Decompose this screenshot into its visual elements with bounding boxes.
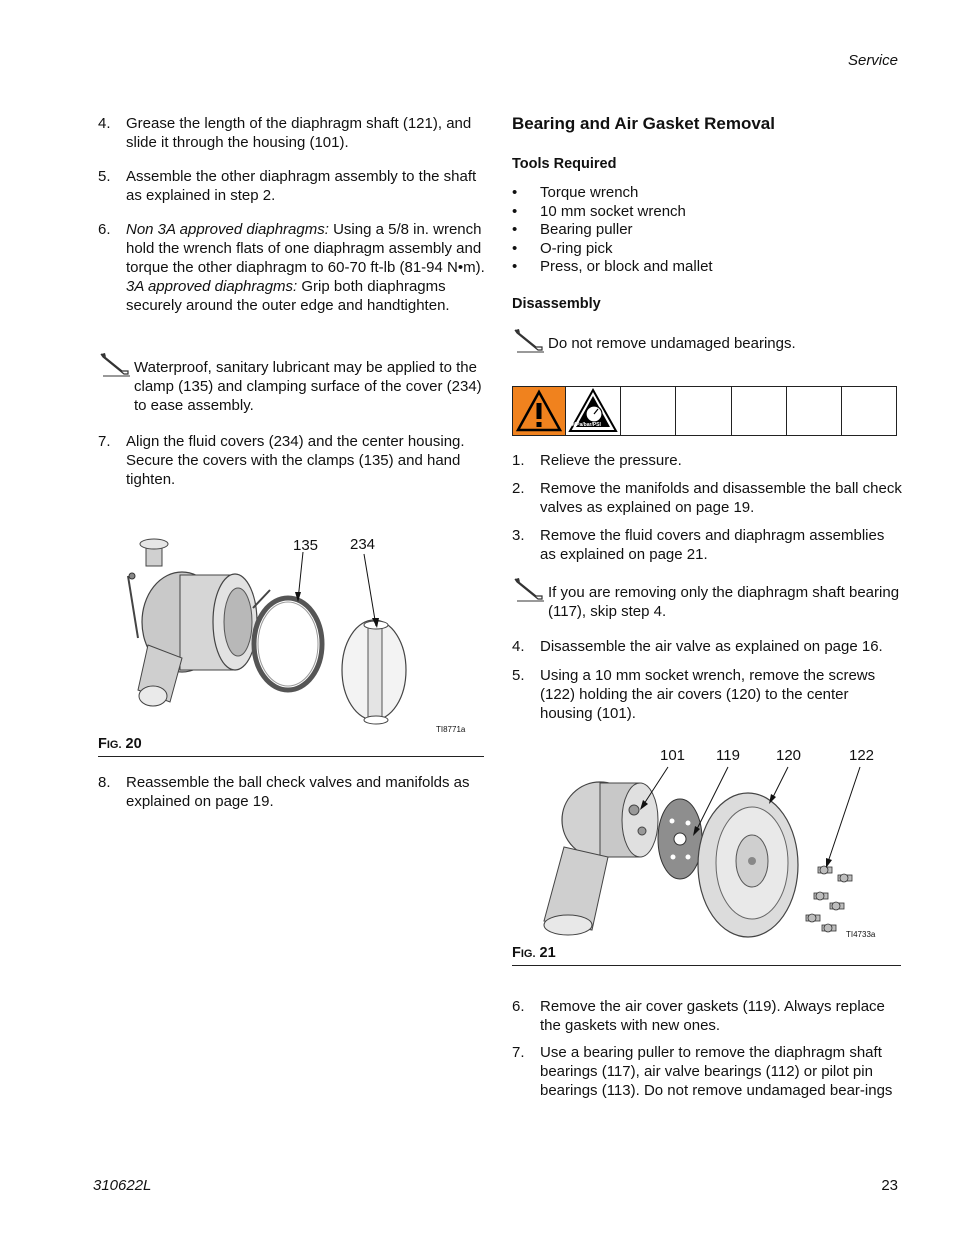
note [98, 358, 484, 418]
figure-21-caption [512, 944, 556, 964]
callout-120: 120 [776, 747, 802, 764]
section-title: Bearing and Air Gasket Removal [512, 114, 775, 133]
step-number: 5. [512, 667, 525, 684]
step-number: 3. [512, 527, 525, 544]
step-number: 7. [98, 433, 111, 450]
step-text: Reassemble the ball check valves and manifolds as explained on page 19. [126, 774, 470, 810]
running-header: Service [847, 52, 898, 69]
step-text: Remove the fluid covers and diaphragm assemblies as explained on page 21. [540, 527, 885, 563]
list-item: • Press, or block and mallet [512, 257, 902, 276]
tools-list [512, 183, 902, 276]
caption-small: IG. [106, 739, 122, 751]
figure-20-caption [98, 735, 142, 755]
step-number: 2. [512, 480, 525, 497]
caption-small: IG. [520, 948, 536, 960]
non-3a-label: Non 3A approved diaphragms: [126, 221, 329, 238]
list-item [512, 451, 904, 471]
document-number: 310622L [93, 1177, 152, 1194]
caption-number: 20 [121, 736, 142, 752]
blank-cell [842, 387, 896, 435]
step-text: Align the fluid covers (234) and the center housing. Secure the covers with the clamps (135) and hand tighten. [126, 433, 465, 488]
list-item: • O-ring pick [512, 239, 902, 258]
list-item [512, 526, 904, 566]
step-number: 8. [98, 774, 111, 791]
step-text: Use a bearing puller to remove the diaphragm shaft bearings (117), air valve bearings (112) or pilot pin bearings (113). Do not remove undamaged bear-ings [540, 1044, 893, 1099]
step-text: Assemble the other diaphragm assembly to the shaft as explained in step 2. [126, 168, 477, 204]
note-text: Do not remove undamaged bearings. [548, 335, 796, 352]
step-number: 4. [512, 638, 525, 655]
step-text: Remove the manifolds and disassemble the ball check valves as explained on page 19. [540, 480, 902, 516]
list-item [512, 997, 904, 1037]
figure-code: TI4733a [846, 930, 876, 939]
3a-label: 3A approved diaphragms: [126, 278, 298, 295]
step-text: Disassemble the air valve as explained on page 16. [540, 638, 883, 655]
non-3a-text: Using a 5/8 in. wrench hold the wrench flats of one diaphragm assembly and torque the other diaphragm to 60-70 ft-lb (81-94 N•m). [126, 221, 485, 276]
list-item [98, 167, 486, 207]
step-number: 7. [512, 1044, 525, 1061]
callout-119: 119 [716, 747, 740, 764]
3a-text: Grip both diaphragms securely around the outer edge and handtighten. [126, 278, 450, 314]
list-item [98, 220, 486, 335]
pressure-cell [566, 387, 621, 435]
warning-cell [513, 387, 566, 435]
step-number: 4. [98, 115, 111, 132]
caption-prefix: F [98, 736, 107, 752]
step-number: 6. [512, 998, 525, 1015]
list-item [98, 114, 486, 154]
callout-234: 234 [350, 536, 376, 553]
list-item [98, 432, 486, 492]
caption-number: 21 [535, 945, 556, 961]
warning-symbol-box [512, 386, 897, 436]
callout-122: 122 [849, 747, 875, 764]
blank-cell [621, 387, 676, 435]
list-item [512, 479, 904, 519]
note [512, 334, 902, 356]
warning-triangle-icon [513, 387, 565, 435]
figure-divider [98, 756, 484, 757]
step-text [126, 220, 486, 315]
callout-135: 135 [293, 537, 319, 554]
step-number: 6. [98, 221, 111, 238]
disassembly-heading: Disassembly [512, 296, 601, 312]
list-item: • Torque wrench [512, 183, 902, 202]
step-text: Relieve the pressure. [540, 452, 682, 469]
step-text: Grease the length of the diaphragm shaft (121), and slide it through the housing (101). [126, 115, 472, 151]
step-number: 1. [512, 452, 525, 469]
tools-heading: Tools Required [512, 156, 617, 172]
figure-20-illustration [120, 530, 480, 735]
caption-prefix: F [512, 945, 521, 961]
pressure-icon-label: MPa/bar/PSI [572, 422, 601, 428]
pencil-icon [512, 326, 546, 356]
list-item [512, 666, 904, 726]
figure-code: TI8771a [436, 725, 466, 734]
list-item: • Bearing puller [512, 220, 902, 239]
pencil-icon [98, 350, 132, 380]
blank-cell [676, 387, 731, 435]
blank-cell [732, 387, 787, 435]
figure-21-illustration [530, 765, 900, 945]
blank-cell [787, 387, 842, 435]
step-text: Remove the air cover gaskets (119). Always replace the gaskets with new ones. [540, 998, 885, 1034]
list-item [512, 1043, 904, 1121]
pencil-icon [512, 575, 546, 605]
callout-101: 101 [660, 747, 686, 764]
step-number: 5. [98, 168, 111, 185]
figure-divider [512, 965, 901, 966]
page-number: 23 [881, 1177, 898, 1194]
note-text: Waterproof, sanitary lubricant may be applied to the clamp (135) and clamping surface of the cover (234) to ease assembly. [134, 359, 482, 414]
list-item [512, 637, 904, 657]
list-item [98, 773, 486, 813]
step-text: Using a 10 mm socket wrench, remove the screws (122) holding the air covers (120) to the center housing (101). [540, 667, 876, 722]
note-text: If you are removing only the diaphragm shaft bearing (117), skip step 4. [548, 584, 900, 620]
list-item: • 10 mm socket wrench [512, 202, 902, 221]
note [512, 583, 902, 623]
